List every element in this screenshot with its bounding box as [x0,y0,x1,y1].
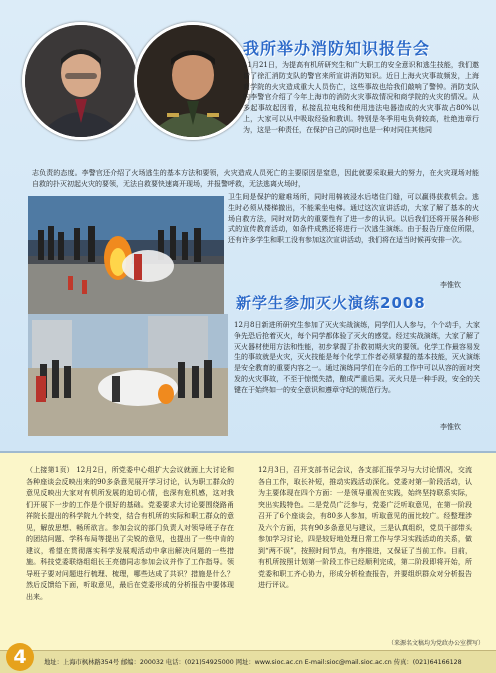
fire-drill-photo-outdoor [28,196,224,322]
page-footer [0,650,496,673]
article1-paragraph-end: 卫生间是保护的避难场所，同时用棉被浸水后堵住门缝，可以赢得获救机会。逃生时必须从楼梯撤出，不能乘坐电梯。通过这次宣讲活动，大家了解了基本的火场自救方法，同时对防火的重要性有了进一步的认识。以后我们还将开展各种形式的宣传教育活动，如条件成熟还将进行一次逃生演练。由于报告厅座位所限，还有许多学生和职工没有参加这次宣讲活动，我们将在适当时候再安排一次。 [228,193,479,245]
article2-paragraph: 12月8日新进所研究生参加了灭火实战演练，同学们人人参与，个个动手，大家争先恐后抢着灭火，每个同学都体验了灭火的感觉。经过实战演练，大家了解了灭火器材使用方法和性能，初步掌握了扑救初期火灾的要领。化学工作最容易发生的事故就是火灾，灭火技能是每个化学工作者必须掌握的基本技能，灭火演练是安全教育的重要内容之一。通过演练同学们在今后的工作中可以从容的面对突发的火灾事故，不至于惊慌失措，酿成严重后果。灭火只是一种手段，安全的关键在于始终如一的安全意识和遵章守纪的规范行为。 [234,321,480,394]
page-number-badge: 4 [6,643,34,671]
bottom-column-right: 12月3日，召开支部书记会议，各支部汇报学习与大讨论情况，交流各自工作，取长补短，推动实践活动深化。党委对第一阶段活动，认为主要体现在四个方面：一是领导重视在实践，始终坚持联系实际，突出实践特色。二是党员广泛参与，党委广泛听取意见，在第一阶段召开了6个座谈会，有80多人参加，听取意见的面比较广。经整理涉及六个方面，共有90多条意见与建议，三是认真组织，党员干部带头参加学习讨论，四是较好地处理日常工作与学习实践活动的关系，做到“两不误”，按照时间节点，有序推进，又保证了当前工作。目前，有机所按照计划第一阶段工作已经顺利完成，第二阶段即将开始，所党委和职工齐心协力，形成分析检查报告，并要组织群众对分析报告进行评议。 [258,466,472,589]
article2-signature: 李惟钦 [440,423,461,431]
bottom-column-left: （上接第1页） 12月2日，所党委中心组扩大会议就面上大讨论和各种座谈会反映出来的90多条意见展开学习讨论，认为职工群众的意见反映出大家对有机所发展的迫切心情，也深有危机感，这对我们开展下一步的工作是个很好的基础。党委要求大讨论要围绕路甬祥院长提出的科学院九个转变，结合有机所的实际和职工群众的意见，解放思想、畅所欲言。参加会议的部门负责人对领导班子存在的团结问题、学科布局等提出了尖锐的意见，也提出了一些中肯的建议，希望在贯彻落实科学发展观活动中拿出解决问题的一些措施。科技党委联络组组长王亮德同志参加会议并作了工作指导。领导班子要对问题进行梳理、梳理，哪些达成了共识？措施是什么？然后反馈给下面，听取意见，最后在党委形成的分析报告中要体现出来。 [26,466,234,601]
source-note: （来源名文稿均为党政办公室撰写） [388,640,485,647]
speaker-portrait-left [22,22,140,140]
article-title-fire-drill: 新学生参加灭火演练2008 [236,294,426,312]
fire-drill-photo-courtyard [28,314,228,436]
article1-paragraph-intro: 11月21日，为提高有机所研究生和广大职工的安全意识和逃生技能，我们邀请了徐汇消防支队的警官来所宣讲消防知识。近日上海火灾事故频发，上海商学院的火灾造成重大人员伤亡，这些事故也给我们敲响了警钟。消防支队的李警官介绍了今年上海市的消防火灾事故情况和商学院的火灾的情况。从多起事故起因看，私接乱拉电线和使用违法电器造成的火灾事故占80%以上，大家可以从中吸取经验和教训。特别是冬季用电负荷较高，杜绝违章行为，这是一种责任，在保护自己的同时也是一种对同住其他同 [243,61,479,134]
article1-paragraph-full-width: 志负责的态度。李警官还介绍了火场逃生的基本方法和要领，火灾造成人员死亡的主要原因是窒息，因此就要采取最大的努力，在火灾现场对能自救的扑灭初起火灾的要领，无法自救要快速离开现场，并报警呼救，无法逃离火场时， [32,169,479,188]
article-title-fire-lecture: 我所举办消防知识报告会 [243,39,431,58]
speaker-portrait-right [134,22,252,140]
article1-signature: 李惟钦 [440,281,461,289]
section-divider [0,451,496,453]
footer-contact-info: 地址：上海市枫林路354号 邮编：200032 电话：(021)54925000 网址：www.sioc.ac.cn E-mail:sioc@mail.sioc.ac.cn 传真：(021)64166128 [44,659,462,666]
